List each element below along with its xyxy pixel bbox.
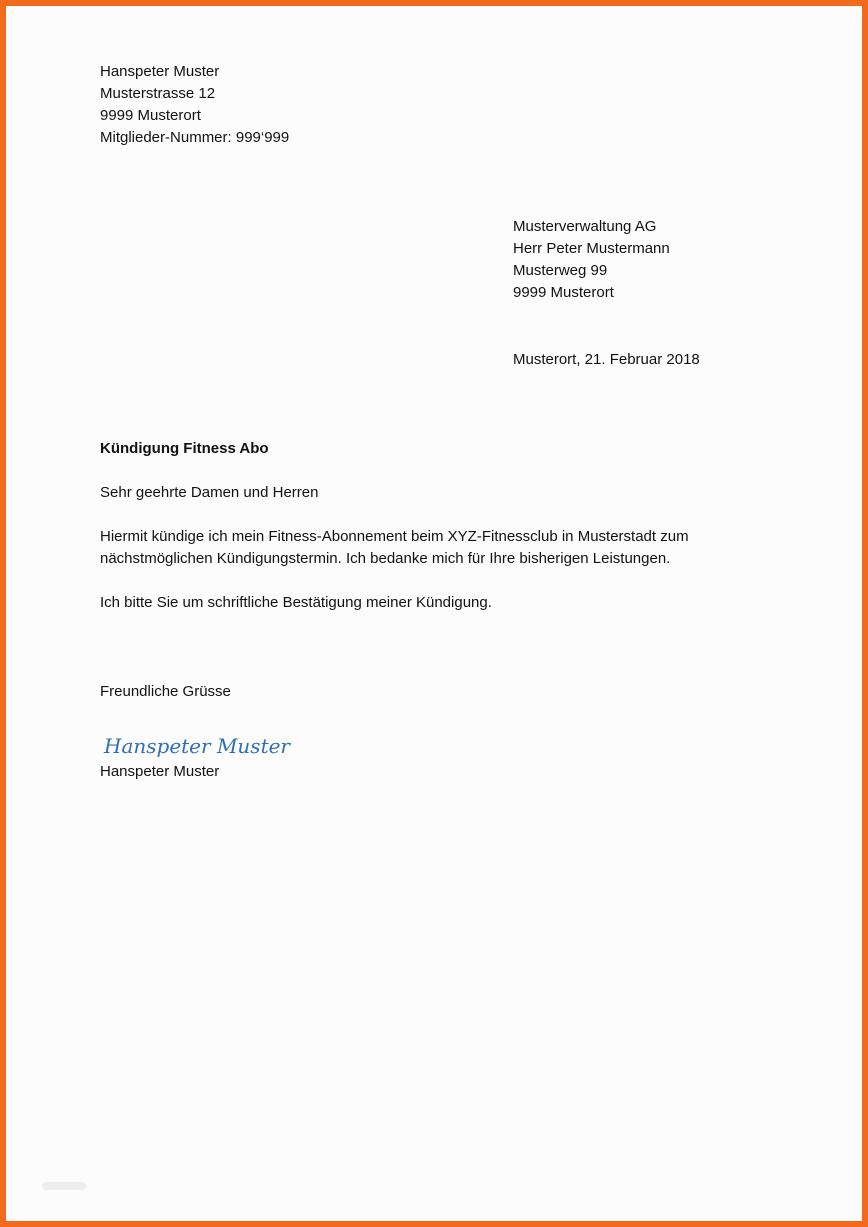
date-line: Musterort, 21. Februar 2018 <box>513 351 700 368</box>
closing: Freundliche Grüsse <box>100 683 231 700</box>
sender-name: Hanspeter Muster <box>100 63 220 80</box>
handwritten-signature <box>102 730 302 762</box>
sender-city: 9999 Musterort <box>100 107 201 124</box>
body-paragraph-1 <box>100 526 689 570</box>
body-paragraph-2: Ich bitte Sie um schriftliche Bestätigung meiner Kündigung. <box>100 594 492 611</box>
salutation: Sehr geehrte Damen und Herren <box>100 484 319 501</box>
sender-street: Musterstrasse 12 <box>100 85 216 102</box>
recipient-contact: Herr Peter Mustermann <box>513 240 670 257</box>
recipient-address <box>513 216 670 304</box>
sender-address <box>100 61 289 149</box>
recipient-street: Musterweg 99 <box>513 262 608 279</box>
sender-member-number: Mitglieder-Nummer: 999‘999 <box>100 129 290 146</box>
faint-watermark <box>42 1182 86 1190</box>
signature-text: Hanspeter Muster <box>104 734 290 758</box>
recipient-city: 9999 Musterort <box>513 284 614 301</box>
recipient-company: Musterverwaltung AG <box>513 218 657 235</box>
body-paragraph-1-line-1: Hiermit kündige ich mein Fitness-Abonnement beim XYZ-Fitnessclub in Musterstadt zum <box>100 528 689 545</box>
body-paragraph-1-line-2: nächstmöglichen Kündigungstermin. Ich bedanke mich für Ihre bisherigen Leistungen. <box>100 550 671 567</box>
signer-name: Hanspeter Muster <box>100 763 220 780</box>
subject-line: Kündigung Fitness Abo <box>100 440 269 457</box>
